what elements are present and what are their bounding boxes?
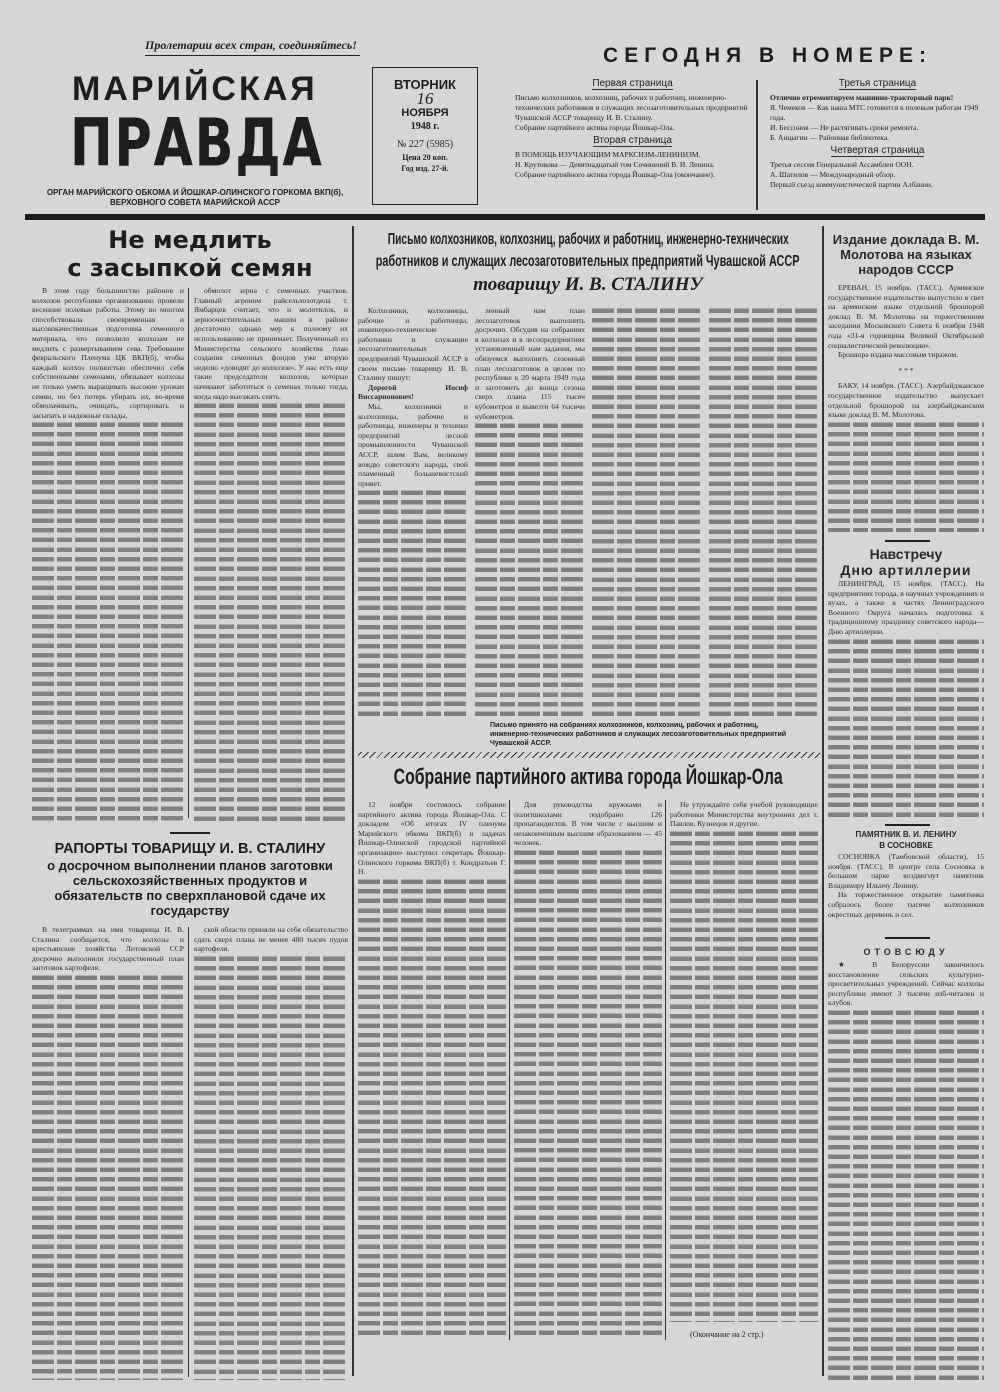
monument-title-line1: ПАМЯТНИК В. И. ЛЕНИНУ (855, 830, 957, 839)
separator (885, 824, 930, 826)
contents-page-label: Первая страница (592, 78, 673, 89)
masthead-rule (25, 214, 985, 220)
aktiv-title-wrap (356, 760, 820, 794)
continued-note[interactable]: (Окончание на 2 стр.) (690, 1330, 764, 1339)
seeds-text: В этом году большинство районов и колхозов республики организованно провели весенние полевые работы. Этому во многом способствовала своевременная и высококачественная подготовка семенного материала, что позволило колхозам не медлить с развертыванием сева. Требование февральского Пленума ЦК ВКП(б), чтобы каждый колхоз полностью обеспечил себя собственными семенами, обязывает колхозы не только уметь выращивать высокие урожаи семян, но без потерь убирать их, во-время обмолачивать, очищать, сортировать и засыпать в надежные склады. (32, 286, 184, 420)
column-rule (188, 927, 189, 1377)
issue-weekday: ВТОРНИК (394, 77, 456, 92)
contents-right (770, 76, 985, 190)
contents-item[interactable]: Письмо колхозников, колхозниц, рабочих и работниц, инженерно-технических работников и служащих лесозаготовительных предприятий Чувашской АССР товарищу И. В. Сталину. (515, 93, 748, 122)
letter-text: Колхозники, колхозницы, рабочие и работницы, инженерно-технические работники и служащие лесозаготовительных предприятий Чувашской АССР в своем письме товарищу И. В. Сталину пишут: (358, 306, 468, 383)
issue-price: Цена 20 коп. (402, 153, 448, 162)
reports-subtitle: о досрочном выполнении планов заготовки сельскохозяйственных продуктов и обязательств по сверхплановой сдаче их государству (47, 858, 333, 918)
aktiv-text: Не утруждайте себя учебой руководящие работники Министерства внутренних дел т. Павлов, Кузнецов и другие. (670, 800, 818, 829)
letter-column-3 (592, 306, 702, 716)
text-lines (828, 637, 984, 818)
separator (885, 540, 930, 542)
everywhere-title: ОТОВСЮДУ (863, 947, 949, 957)
artillery-title-line1: Навстречу (869, 546, 943, 562)
everywhere-section (828, 944, 984, 1380)
newspaper-title-line2: ПРАВДА (70, 104, 324, 182)
text-lines (32, 973, 184, 1380)
reports-column-1 (32, 925, 184, 1380)
letter-signature: Письмо принято на собраниях колхозников, колхозниц, рабочих и работниц, инженерно-технических работников и служащих лесозаготовительных предприятий Чувашской АССР. (490, 722, 787, 747)
contents-item[interactable]: Н. Крутикова — Девятнадцатый том Сочинений В. И. Ленина. (515, 160, 715, 169)
text-lines (709, 306, 819, 716)
seeds-column-1 (32, 286, 184, 821)
issue-date-box (372, 67, 478, 205)
text-lines (670, 829, 818, 1322)
column-rule (509, 800, 510, 1340)
letter-column-2 (475, 306, 585, 716)
letter-headline (356, 229, 820, 297)
column-rule (665, 800, 666, 1340)
contents-item[interactable]: Первый съезд коммунистической партии Албании. (770, 180, 933, 189)
text-lines (194, 954, 348, 1380)
text-lines (194, 401, 348, 821)
separator (885, 937, 930, 939)
letter-title-line2-wrap (356, 251, 820, 273)
letter-addressee: товарищу И. В. СТАЛИНУ (473, 274, 703, 295)
text-lines (358, 877, 506, 1340)
contents-item[interactable]: Собрание партийного актива города Йошкар-Ола. (515, 123, 675, 132)
seeds-headline (30, 226, 350, 282)
organ-line2: ВЕРХОВНОГО СОВЕТА МАРИЙСКОЙ АССР (109, 198, 281, 207)
seeds-title-line1: Не медлить (108, 226, 272, 254)
molotov-title: Издание доклада В. М. Молотова на языках народов СССР (832, 232, 980, 277)
everywhere-text: ★ В Белоруссии закончилось восстановление сельских культурно-просветительных учреждений. Сейчас колхозы республики имеют 3 тысячи изб-читален и клубов. (828, 960, 984, 1008)
contents-item[interactable]: Собрание партийного актива города Йошкар-Ола (окончание). (515, 170, 715, 179)
letter-title-line1-wrap (356, 229, 820, 251)
issue-number: № 227 (5985) (396, 139, 454, 150)
molotov-text: Брошюра издана массовым тиражом. (838, 350, 959, 360)
contents-title: СЕГОДНЯ В НОМЕРЕ: (603, 44, 932, 67)
wavy-rule (358, 752, 820, 758)
letter-salutation: Дорогой Иосиф Виссарионович! (358, 382, 468, 402)
organ-line1: ОРГАН МАРИЙСКОГО ОБКОМА И ЙОШКАР-ОЛИНСКОГО ГОРКОМА ВКП(б), (46, 188, 344, 197)
letter-text: Мы, колхозники и колхозницы, рабочие и работницы, инженеры и техники предприятий лесной промышленности Чувашской АССР, шлем Вам, великому вождю советского народа, свой пламенный большевистский привет. (358, 401, 468, 488)
column-rule (352, 226, 354, 1376)
reports-title: РАПОРТЫ ТОВАРИЩУ И. В. СТАЛИНУ (54, 841, 326, 857)
text-lines (514, 848, 662, 1340)
monument-text: На торжественное открытие памятника собралось более тысячи колхозников окрестных деревень и сел. (828, 890, 984, 919)
masthead-organ (30, 188, 360, 208)
reports-headline (30, 840, 350, 918)
aktiv-text: 12 ноября состоялось собрание партийного актива города Йошкар-Ола. С докладом «Об итогах IV пленума Марийского обкома ВКП(б) и задачах Йошкар-Олинской городской партийной организации» выступил секретарь Йошкар-Олинского горкома ВКП(б) т. Кондратьев Г. Н. (358, 800, 506, 877)
aktiv-title: Собрание партийного актива города Йошкар-Ола (393, 764, 783, 789)
monument-text: СОСНОВКА (Тамбовской области), 15 ноября. (ТАСС). В центре села Сосновка в большом парке воздвигнут памятник Владимиру Ильичу Ленину. (828, 852, 984, 890)
letter-title-line2: работников и служащих лесозаготовительных предприятий Чувашской АССР (376, 253, 800, 270)
molotov-article (828, 232, 984, 532)
contents-left (515, 76, 750, 180)
separator (170, 832, 210, 834)
seeds-text: обмолот зерна с семенных участков. Главный агроном райсельхозотдела т. Ямбарцев считает, что и молотилок, и зерноочистительных машин в районе достаточно однако мер к полному их использованию не принимает. Полученный из Министерства сельского хозяйства план создания семенных фондов уже вторую неделю «доводят до колхозов». У нас есть еще такие председатели колхозов, которые начинают заботиться о семенах только тогда, когда надо выезжать сеять. (194, 286, 348, 401)
contents-item[interactable]: Я. Чемеков — Как наша МТС готовится к полевым работам 1949 года. (770, 103, 979, 122)
aktiv-column-3 (670, 800, 818, 1322)
reports-text: В телеграммах на имя товарища И. В. Сталина сообщается, что колхозы и крестьянские хозяйства Литовской ССР досрочно выполнили государственный план заготовок картофеля. (32, 925, 184, 973)
monument-title-line2: В СОСНОВКЕ (879, 841, 933, 850)
text-lines (592, 306, 702, 716)
molotov-text: ЕРЕВАН, 15 ноября. (ТАСС). Армянское государственное издательство выпустило в свет на армянском языке отдельной брошюрой доклад В. М. Молотова на торжественном заседании Московского Совета 6 ноября 1948 года «31-я годовщина Великой Октябрьской социалистической революции». (828, 283, 984, 350)
letter-column-4 (709, 306, 819, 716)
artillery-article (828, 546, 984, 818)
contents-page-label: Вторая страница (593, 135, 672, 146)
issue-day: 16 (416, 89, 434, 108)
letter-title-line1: Письмо колхозников, колхозниц, рабочих и работниц, инженерно-технических (387, 231, 789, 248)
contents-item[interactable]: И. Бессонов — Не растягивать сроки ремонта. (770, 123, 919, 132)
letter-column-1 (358, 306, 468, 716)
aktiv-text: Для руководства кружками и политшколами подобрано 126 пропагандистов. В том числе с высшим и незаконченным высшим образованием — 45 человек. (514, 800, 662, 848)
masthead-motto: Пролетарии всех стран, соединяйтесь! (145, 38, 360, 56)
seeds-column-2 (194, 286, 348, 821)
artillery-text: ЛЕНИНГРАД, 15 ноября. (ТАСС). На предприятиях города, в научных учреждениях и вузах, а также в частях Ленинградского Военного Округа началась подготовка к традиционному празднику советского народа—Дню артиллерии. (828, 579, 984, 636)
contents-item[interactable]: Б. Анцыгин — Районная библиотека. (770, 133, 890, 142)
letter-text: ленный нам план лесозаготовок выполнить досрочно. Обсудив на собраниях в колхозах и в лесопредприятиях установленный нам задания, мы обязуемся выполнить сезонный план лесозаготовок в целом по республике к 20 марта 1949 года и заготовить до конца сезона сверх плана 115 тысяч кубометров и вывезти 64 тысячи кубометров. (475, 306, 585, 421)
issue-year: 1948 г. (410, 121, 440, 132)
column-rule (822, 226, 824, 1376)
contents-item[interactable]: Отлично отремонтируем машинно-тракторный парк! (770, 93, 954, 102)
contents-item[interactable]: А. Шатилов — Международный обзор. (770, 170, 896, 179)
column-rule (188, 288, 189, 818)
monument-article (828, 830, 984, 934)
contents-page-label: Третья страница (838, 78, 917, 89)
aktiv-column-1 (358, 800, 506, 1340)
reports-column-2 (194, 925, 348, 1380)
contents-page-label: Четвертая страница (830, 145, 925, 156)
reports-text: ской области приняли на себя обязательство сдать сверх плана не менее 400 тысяч пудов картофеля. (194, 925, 348, 954)
contents-divider (756, 80, 758, 210)
issue-month: НОЯБРЯ (401, 107, 449, 119)
issue-volume: Год изд. 27-й. (401, 164, 449, 173)
text-lines (828, 1008, 984, 1380)
text-lines (358, 488, 468, 716)
text-lines (828, 420, 984, 532)
text-lines (475, 421, 585, 716)
contents-item[interactable]: Третья сессия Генеральной Ассамблеи ООН. (770, 160, 914, 169)
aktiv-column-2 (514, 800, 662, 1340)
text-lines (32, 420, 184, 821)
artillery-title-line2: Дню артиллерии (840, 562, 972, 578)
separator-stars: * * * (898, 365, 914, 375)
contents-item[interactable]: В ПОМОЩЬ ИЗУЧАЮЩИМ МАРКСИЗМ-ЛЕНИНИЗМ. (515, 150, 701, 159)
molotov-text: БАКУ, 14 ноября. (ТАСС). Азербайджанское государственное издательство выпускает отдельной брошюрой на азербайджанском языке доклад В. М. Молотова. (828, 381, 984, 420)
seeds-title-line2: с засыпкой семян (67, 254, 313, 282)
newspaper-title-line1: МАРИЙСКАЯ (72, 70, 318, 108)
